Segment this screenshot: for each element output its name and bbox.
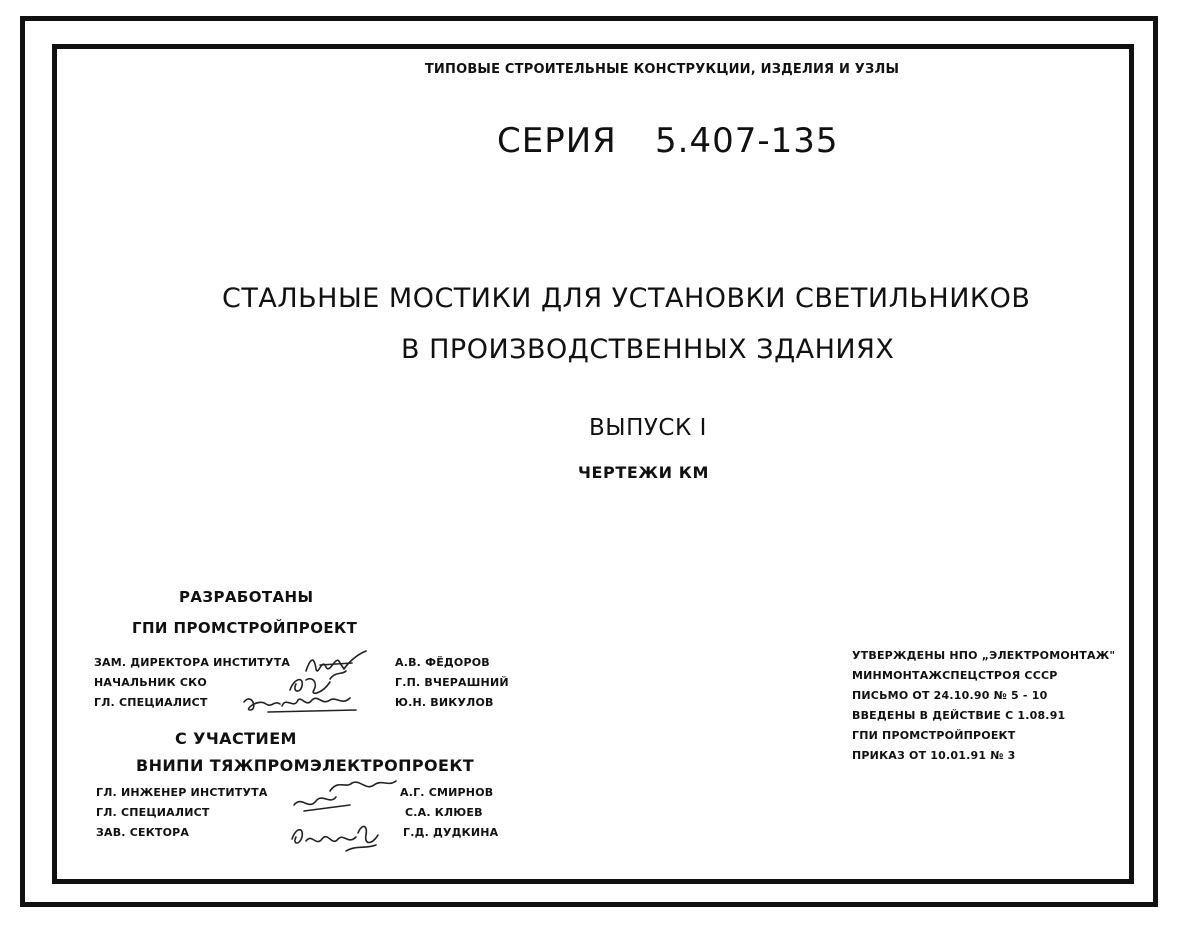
approval-line: УТВЕРЖДЕНЫ НПО „ЭЛЕКТРОМОНТАЖ"	[852, 649, 1116, 662]
participation-role: ЗАВ. СЕКТОРА	[96, 826, 190, 839]
signature-icon	[286, 815, 386, 855]
series-number: 5.407-135	[655, 121, 839, 161]
collection-title: ТИПОВЫЕ СТРОИТЕЛЬНЫЕ КОНСТРУКЦИИ, ИЗДЕЛИЯ И УЗЛЫ	[424, 62, 900, 77]
participation-name: С.А. КЛЮЕВ	[405, 806, 483, 819]
developed-name: Г.П. ВЧЕРАШНИЙ	[395, 676, 509, 689]
approval-line: ПРИКАЗ ОТ 10.01.91 № 3	[852, 749, 1016, 762]
document-title-line2: В ПРОИЗВОДСТВЕННЫХ ЗДАНИЯХ	[401, 334, 895, 365]
developed-role: ГЛ. СПЕЦИАЛИСТ	[94, 696, 208, 709]
participation-name: А.Г. СМИРНОВ	[400, 786, 494, 799]
approval-line: МИНМОНТАЖСПЕЦСТРОЯ СССР	[852, 669, 1058, 682]
series-label: СЕРИЯ	[497, 121, 617, 161]
participation-org: ВНИПИ ТЯЖПРОМЭЛЕКТРОПРОЕКТ	[136, 756, 475, 775]
signature-icon	[238, 670, 368, 720]
developed-name: Ю.Н. ВИКУЛОВ	[395, 696, 494, 709]
developed-role: НАЧАЛЬНИК СКО	[94, 676, 207, 689]
participation-role: ГЛ. СПЕЦИАЛИСТ	[96, 806, 210, 819]
issue-label: ВЫПУСК I	[589, 415, 707, 441]
participation-role: ГЛ. ИНЖЕНЕР ИНСТИТУТА	[96, 786, 268, 799]
signature-icon	[290, 775, 400, 815]
developed-heading: РАЗРАБОТАНЫ	[179, 588, 314, 606]
approval-line: ПИСЬМО ОТ 24.10.90 № 5 - 10	[852, 689, 1048, 702]
document-title-line1: СТАЛЬНЫЕ МОСТИКИ ДЛЯ УСТАНОВКИ СВЕТИЛЬНИКОВ	[222, 283, 1031, 314]
developed-name: А.В. ФЁДОРОВ	[395, 656, 490, 669]
participation-name: Г.Д. ДУДКИНА	[403, 826, 499, 839]
developed-org: ГПИ ПРОМСТРОЙПРОЕКТ	[132, 619, 358, 637]
approval-line: ГПИ ПРОМСТРОЙПРОЕКТ	[852, 729, 1016, 742]
developed-role: ЗАМ. ДИРЕКТОРА ИНСТИТУТА	[94, 656, 291, 669]
drawings-label: ЧЕРТЕЖИ КМ	[578, 463, 709, 482]
participation-heading: С УЧАСТИЕМ	[175, 729, 297, 748]
approval-line: ВВЕДЕНЫ В ДЕЙСТВИЕ С 1.08.91	[852, 709, 1066, 722]
